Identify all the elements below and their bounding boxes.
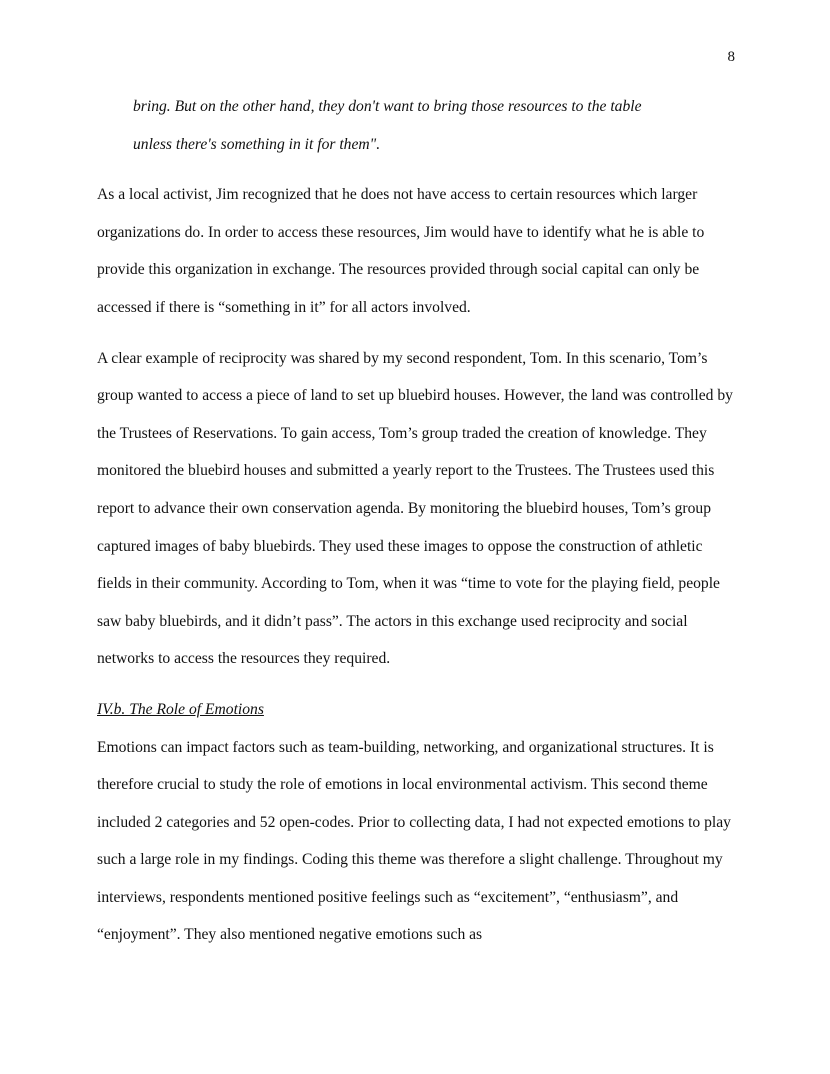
paragraph-tom: A clear example of reciprocity was shared by my second respondent, Tom. In this scenario, Tom’s group wanted to access a piece of land to set up bluebird houses. However, the land was controlled by the Trustees of Reservations. To gain access, Tom’s group traded the creation of knowledge. They monitored the bluebird houses and submitted a yearly report to the Trustees. The Trustees used this report to advance their own conservation agenda. By monitoring the bluebird houses, Tom’s group captured images of baby bluebirds. They used these images to oppose the construction of athletic fields in their community. According to Tom, when it was “time to vote for the playing field, people saw baby bluebirds, and it didn’t pass”. The actors in this exchange used reciprocity and social networks to access the resources they required. [97, 349, 733, 668]
section-heading: IV.b. The Role of Emotions [97, 700, 264, 718]
quote-line-1: bring. But on the other hand, they don't want to bring those resources to the table [133, 98, 642, 115]
quote-line-2: unless there's something in it for them". [133, 135, 381, 153]
paragraph-emotions: Emotions can impact factors such as team-building, networking, and organizational structures. It is therefore crucial to study the role of emotions in local environmental activism. This second theme included 2 categories and 52 open-codes. Prior to collecting data, I had not expected emotions to play such a large role in my findings. Coding this theme was therefore a slight challenge. Throughout my interviews, respondents mentioned positive feelings such as “excitement”, “enthusiasm”, and “enjoyment”. They also mentioned negative emotions such as [97, 738, 731, 944]
page-number: 8 [727, 49, 735, 65]
block-quote [133, 88, 741, 163]
paragraph-jim: As a local activist, Jim recognized that he does not have access to certain resources which larger organizations do. In order to access these resources, Jim would have to identify what he is able to provide this organization in exchange. The resources provided through social capital can only be accessed if there is “something in it” for all actors involved. [97, 186, 705, 316]
document-body [97, 88, 741, 954]
